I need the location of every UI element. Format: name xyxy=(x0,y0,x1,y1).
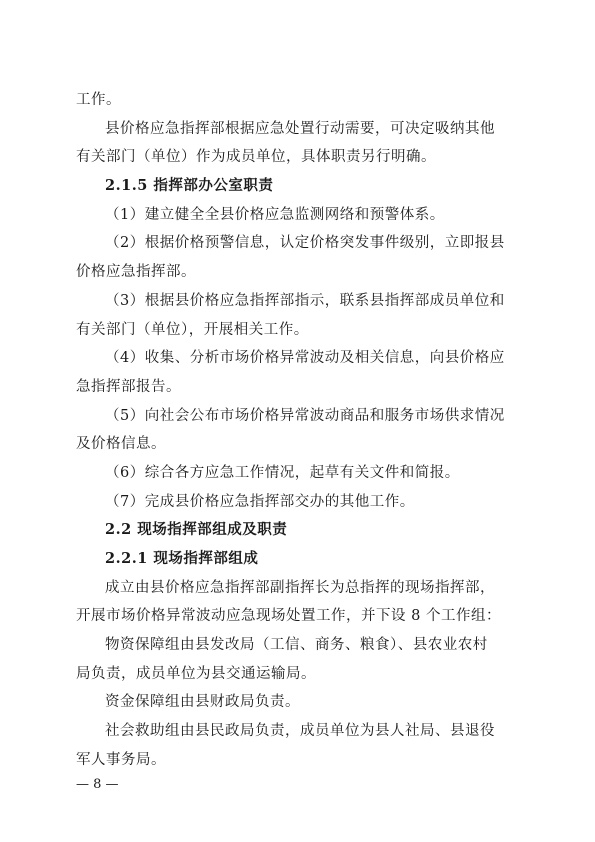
text-line: 有关部门（单位）作为成员单位，具体职责另行明确。 xyxy=(76,149,436,166)
text-line: （5）向社会公布市场价格异常波动商品和服务市场供求情况 xyxy=(105,407,505,424)
page-number: — 8 — xyxy=(76,777,119,792)
text-line: 急指挥部报告。 xyxy=(76,378,181,395)
text-line: （6）综合各方应急工作情况，起草有关文件和简报。 xyxy=(105,464,460,481)
text-line: 有关部门（单位），开展相关工作。 xyxy=(76,321,309,338)
text-line: 县价格应急指挥部根据应急处置行动需要，可决定吸纳其他 xyxy=(105,120,495,137)
text-line: 社会救助组由县民政局负责，成员单位为县人社局、县退役 xyxy=(105,723,495,740)
text-line: 资金保障组由县财政局负责。 xyxy=(105,694,300,711)
section-heading: 2.2 现场指挥部组成及职责 xyxy=(105,521,288,539)
text-line: 工作。 xyxy=(76,92,121,108)
section-heading: 2.2.1 现场指挥部组成 xyxy=(105,550,259,567)
text-line: 军人事务局。 xyxy=(76,751,166,768)
document-body xyxy=(76,86,522,775)
text-line: 开展市场价格异常波动应急现场处置工作，并下设 8 个工作组： xyxy=(76,608,501,625)
text-line: 物资保障组由县发改局（工信、商务、粮食）、县农业农村 xyxy=(105,637,488,654)
text-line: （1）建立健全全县价格应急监测网络和预警体系。 xyxy=(105,206,445,223)
text-line: 及价格信息。 xyxy=(76,436,166,453)
section-heading: 2.1.5 指挥部办公室职责 xyxy=(105,177,274,195)
text-line: 局负责，成员单位为县交通运输局。 xyxy=(76,665,316,682)
text-line: （3）根据县价格应急指挥部指示，联系县指挥部成员单位和 xyxy=(105,292,505,309)
text-line: 价格应急指挥部。 xyxy=(76,264,196,281)
text-line: （4）收集、分析市场价格异常波动及相关信息，向县价格应 xyxy=(105,350,505,367)
text-line: 成立由县价格应急指挥部副指挥长为总指挥的现场指挥部， xyxy=(105,579,495,596)
text-line: （2）根据价格预警信息，认定价格突发事件级别，立即报县 xyxy=(105,235,505,252)
text-line: （7）完成县价格应急指挥部交办的其他工作。 xyxy=(105,493,415,510)
